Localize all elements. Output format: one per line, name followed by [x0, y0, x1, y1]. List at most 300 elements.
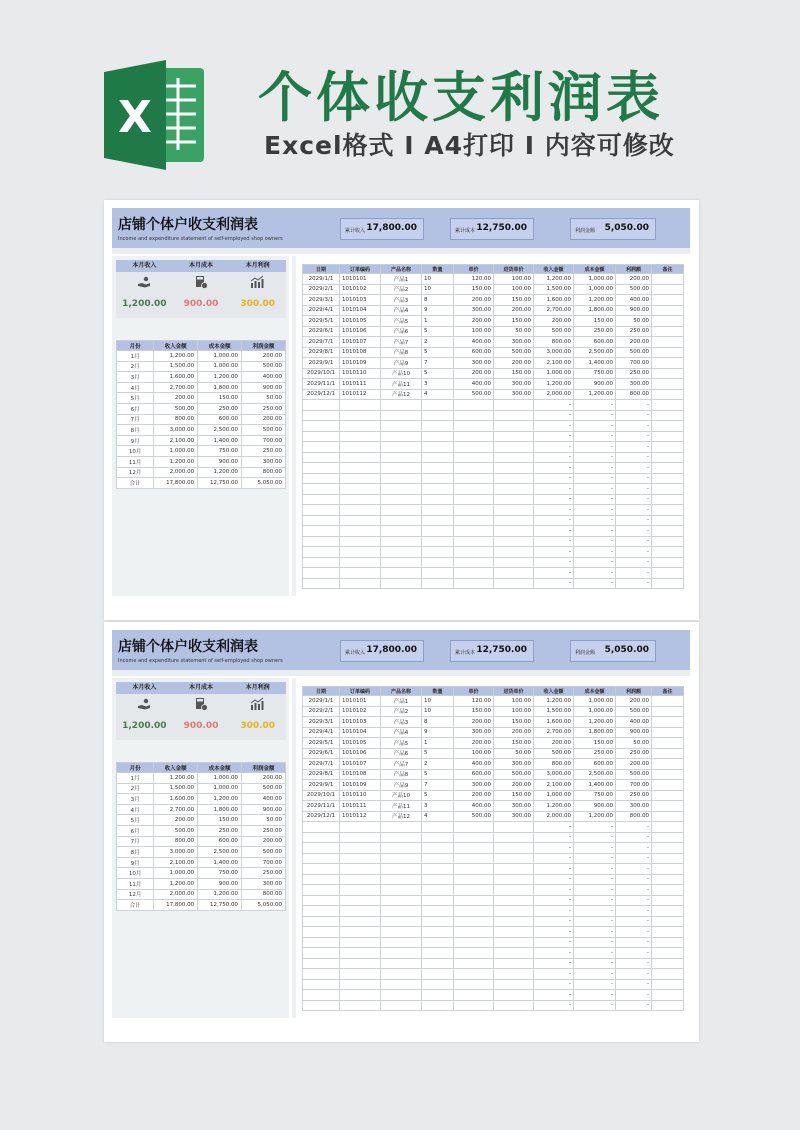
detail-cell[interactable] [422, 843, 454, 854]
detail-cell[interactable]: 产品2 [381, 284, 422, 295]
detail-cell[interactable]: 1010111 [340, 801, 381, 812]
detail-cell[interactable]: - [534, 505, 574, 516]
detail-cell[interactable] [303, 568, 340, 579]
detail-cell[interactable]: 2 [422, 337, 454, 348]
detail-cell[interactable] [303, 822, 340, 833]
detail-cell[interactable]: 800.00 [534, 759, 574, 770]
detail-cell[interactable]: 产品5 [381, 738, 422, 749]
detail-cell[interactable] [454, 948, 494, 959]
detail-cell[interactable]: 100.00 [454, 748, 494, 759]
monthly-cell[interactable]: 5月 [117, 393, 154, 404]
detail-cell[interactable] [652, 738, 684, 749]
detail-cell[interactable]: 150.00 [494, 295, 534, 306]
monthly-cell[interactable]: 2,700.00 [154, 804, 198, 815]
detail-cell[interactable]: 700.00 [616, 780, 652, 791]
monthly-cell[interactable]: 1,000.00 [198, 783, 242, 794]
monthly-cell[interactable]: 10月 [117, 446, 154, 457]
detail-cell[interactable]: - [616, 431, 652, 442]
detail-cell[interactable] [494, 557, 534, 568]
detail-cell[interactable] [340, 494, 381, 505]
detail-cell[interactable] [494, 864, 534, 875]
monthly-cell[interactable]: 2,000.00 [154, 889, 198, 900]
detail-cell[interactable] [454, 557, 494, 568]
detail-cell[interactable]: - [534, 832, 574, 843]
monthly-cell[interactable]: 8月 [117, 425, 154, 436]
detail-cell[interactable]: 1,200.00 [574, 295, 616, 306]
detail-cell[interactable] [422, 505, 454, 516]
detail-cell[interactable]: 2,500.00 [574, 347, 616, 358]
detail-cell[interactable]: - [534, 948, 574, 959]
detail-cell[interactable] [381, 421, 422, 432]
detail-cell[interactable]: 300.00 [494, 337, 534, 348]
detail-cell[interactable] [454, 937, 494, 948]
detail-cell[interactable]: 1010105 [340, 738, 381, 749]
detail-cell[interactable] [652, 568, 684, 579]
detail-cell[interactable] [652, 832, 684, 843]
detail-cell[interactable] [303, 948, 340, 959]
detail-cell[interactable] [652, 347, 684, 358]
detail-cell[interactable]: - [534, 421, 574, 432]
detail-cell[interactable] [454, 990, 494, 1001]
detail-cell[interactable]: - [574, 958, 616, 969]
detail-cell[interactable]: - [574, 473, 616, 484]
detail-cell[interactable]: 400.00 [616, 295, 652, 306]
monthly-cell[interactable]: 9月 [117, 435, 154, 446]
detail-cell[interactable] [340, 1000, 381, 1011]
detail-cell[interactable] [494, 547, 534, 558]
monthly-cell[interactable]: 50.00 [242, 815, 286, 826]
detail-cell[interactable]: - [574, 979, 616, 990]
detail-cell[interactable]: - [534, 557, 574, 568]
detail-cell[interactable]: 300.00 [454, 358, 494, 369]
detail-cell[interactable]: 产品10 [381, 368, 422, 379]
monthly-cell[interactable]: 3,000.00 [154, 847, 198, 858]
detail-cell[interactable]: 1010107 [340, 759, 381, 770]
detail-cell[interactable] [494, 958, 534, 969]
detail-cell[interactable]: 300.00 [494, 759, 534, 770]
monthly-cell[interactable]: 2,100.00 [154, 857, 198, 868]
detail-cell[interactable]: 900.00 [616, 305, 652, 316]
detail-cell[interactable]: 250.00 [616, 790, 652, 801]
detail-cell[interactable] [652, 421, 684, 432]
detail-cell[interactable]: 1010107 [340, 337, 381, 348]
detail-cell[interactable] [303, 832, 340, 843]
monthly-cell[interactable]: 1,200.00 [198, 794, 242, 805]
monthly-cell[interactable]: 1,200.00 [154, 351, 198, 362]
detail-cell[interactable] [422, 990, 454, 1001]
detail-cell[interactable] [652, 326, 684, 337]
monthly-cell[interactable]: 1,800.00 [198, 382, 242, 393]
detail-cell[interactable] [652, 937, 684, 948]
detail-cell[interactable] [494, 937, 534, 948]
detail-cell[interactable]: 500.00 [616, 769, 652, 780]
detail-cell[interactable] [652, 843, 684, 854]
monthly-cell[interactable]: 700.00 [242, 857, 286, 868]
detail-cell[interactable]: 300.00 [494, 811, 534, 822]
detail-cell[interactable]: 400.00 [454, 759, 494, 770]
detail-cell[interactable] [454, 578, 494, 589]
detail-cell[interactable]: 1,600.00 [534, 717, 574, 728]
detail-cell[interactable]: - [574, 442, 616, 453]
detail-cell[interactable] [454, 421, 494, 432]
monthly-cell[interactable]: 250.00 [198, 825, 242, 836]
detail-cell[interactable]: 1010111 [340, 379, 381, 390]
detail-cell[interactable] [340, 568, 381, 579]
detail-cell[interactable]: 500.00 [494, 769, 534, 780]
detail-cell[interactable] [303, 843, 340, 854]
detail-cell[interactable]: 1,000.00 [574, 706, 616, 717]
detail-cell[interactable] [422, 568, 454, 579]
detail-cell[interactable] [652, 526, 684, 537]
detail-cell[interactable] [652, 895, 684, 906]
detail-cell[interactable]: 1010103 [340, 295, 381, 306]
detail-cell[interactable] [303, 410, 340, 421]
detail-cell[interactable]: - [574, 885, 616, 896]
monthly-cell[interactable]: 5月 [117, 815, 154, 826]
detail-cell[interactable] [303, 874, 340, 885]
detail-cell[interactable]: 4 [422, 811, 454, 822]
detail-cell[interactable] [454, 400, 494, 411]
detail-cell[interactable] [303, 958, 340, 969]
detail-cell[interactable] [454, 969, 494, 980]
detail-cell[interactable]: 700.00 [616, 358, 652, 369]
detail-cell[interactable]: - [616, 927, 652, 938]
detail-cell[interactable]: 产品11 [381, 801, 422, 812]
detail-cell[interactable]: - [574, 536, 616, 547]
detail-cell[interactable]: 产品6 [381, 326, 422, 337]
monthly-cell[interactable]: 5,050.00 [242, 900, 286, 911]
detail-cell[interactable]: 150.00 [454, 706, 494, 717]
detail-cell[interactable]: 1010104 [340, 305, 381, 316]
monthly-cell[interactable]: 10月 [117, 868, 154, 879]
detail-cell[interactable]: 7 [422, 358, 454, 369]
detail-cell[interactable]: - [534, 431, 574, 442]
detail-cell[interactable]: 200.00 [534, 316, 574, 327]
detail-cell[interactable] [422, 536, 454, 547]
detail-cell[interactable]: 300.00 [494, 379, 534, 390]
detail-cell[interactable]: 1010102 [340, 284, 381, 295]
detail-cell[interactable]: 300.00 [454, 727, 494, 738]
detail-cell[interactable] [303, 1000, 340, 1011]
detail-cell[interactable]: - [534, 473, 574, 484]
detail-cell[interactable] [422, 452, 454, 463]
monthly-cell[interactable]: 250.00 [242, 825, 286, 836]
detail-cell[interactable]: 10 [422, 696, 454, 707]
monthly-cell[interactable]: 6月 [117, 825, 154, 836]
detail-cell[interactable]: - [534, 864, 574, 875]
detail-cell[interactable]: - [574, 505, 616, 516]
detail-cell[interactable] [303, 547, 340, 558]
detail-cell[interactable] [381, 410, 422, 421]
monthly-cell[interactable]: 2,500.00 [198, 425, 242, 436]
detail-cell[interactable] [652, 811, 684, 822]
monthly-cell[interactable]: 600.00 [198, 836, 242, 847]
detail-cell[interactable]: - [574, 410, 616, 421]
detail-cell[interactable] [381, 442, 422, 453]
monthly-cell[interactable]: 200.00 [242, 836, 286, 847]
detail-cell[interactable]: 800.00 [616, 389, 652, 400]
detail-cell[interactable] [422, 494, 454, 505]
detail-cell[interactable] [652, 727, 684, 738]
detail-cell[interactable]: 1,500.00 [534, 284, 574, 295]
monthly-cell[interactable]: 1,400.00 [198, 435, 242, 446]
detail-cell[interactable]: 产品12 [381, 389, 422, 400]
detail-cell[interactable] [422, 958, 454, 969]
detail-cell[interactable]: 1010110 [340, 790, 381, 801]
detail-cell[interactable]: 50.00 [494, 748, 534, 759]
detail-cell[interactable]: - [616, 421, 652, 432]
detail-cell[interactable]: 2029/3/1 [303, 717, 340, 728]
detail-cell[interactable] [454, 463, 494, 474]
detail-cell[interactable] [303, 421, 340, 432]
detail-cell[interactable]: - [616, 843, 652, 854]
detail-cell[interactable]: - [574, 937, 616, 948]
detail-cell[interactable]: 200.00 [616, 274, 652, 285]
detail-cell[interactable] [652, 337, 684, 348]
detail-cell[interactable]: 200.00 [534, 738, 574, 749]
detail-cell[interactable]: 10 [422, 274, 454, 285]
detail-cell[interactable] [652, 780, 684, 791]
detail-cell[interactable]: - [616, 895, 652, 906]
detail-cell[interactable]: - [534, 484, 574, 495]
detail-cell[interactable]: 300.00 [616, 801, 652, 812]
detail-cell[interactable] [454, 906, 494, 917]
detail-cell[interactable] [454, 916, 494, 927]
detail-cell[interactable]: 产品4 [381, 727, 422, 738]
detail-cell[interactable]: - [616, 948, 652, 959]
detail-cell[interactable] [303, 916, 340, 927]
detail-cell[interactable]: - [534, 442, 574, 453]
detail-cell[interactable] [340, 463, 381, 474]
detail-cell[interactable] [340, 843, 381, 854]
monthly-cell[interactable]: 500.00 [154, 403, 198, 414]
detail-cell[interactable]: 800.00 [616, 811, 652, 822]
monthly-cell[interactable]: 1,500.00 [154, 361, 198, 372]
detail-cell[interactable] [454, 1000, 494, 1011]
detail-cell[interactable]: 1,800.00 [574, 305, 616, 316]
monthly-cell[interactable]: 11月 [117, 878, 154, 889]
detail-cell[interactable] [340, 853, 381, 864]
detail-cell[interactable]: 200.00 [494, 727, 534, 738]
detail-cell[interactable]: 2,500.00 [574, 769, 616, 780]
detail-cell[interactable]: 2029/6/1 [303, 326, 340, 337]
detail-cell[interactable]: - [534, 906, 574, 917]
detail-cell[interactable]: 200.00 [494, 780, 534, 791]
monthly-cell[interactable]: 17,800.00 [154, 478, 198, 489]
detail-cell[interactable]: - [534, 958, 574, 969]
detail-cell[interactable]: - [534, 452, 574, 463]
detail-cell[interactable]: 1010110 [340, 368, 381, 379]
detail-cell[interactable]: 2029/7/1 [303, 759, 340, 770]
detail-cell[interactable] [454, 536, 494, 547]
monthly-cell[interactable]: 500.00 [154, 825, 198, 836]
detail-cell[interactable]: 500.00 [616, 347, 652, 358]
detail-cell[interactable]: 产品7 [381, 759, 422, 770]
detail-cell[interactable]: 1010104 [340, 727, 381, 738]
detail-cell[interactable]: 750.00 [574, 790, 616, 801]
detail-cell[interactable]: 1010101 [340, 696, 381, 707]
detail-cell[interactable]: 200.00 [616, 337, 652, 348]
detail-cell[interactable]: 1,000.00 [534, 368, 574, 379]
detail-cell[interactable] [454, 874, 494, 885]
detail-cell[interactable]: 100.00 [494, 284, 534, 295]
monthly-cell[interactable]: 3月 [117, 372, 154, 383]
detail-cell[interactable]: 1,000.00 [574, 696, 616, 707]
monthly-cell[interactable]: 1,000.00 [198, 351, 242, 362]
detail-cell[interactable] [494, 906, 534, 917]
detail-cell[interactable] [303, 927, 340, 938]
detail-cell[interactable]: 1010106 [340, 748, 381, 759]
detail-cell[interactable] [494, 843, 534, 854]
detail-cell[interactable] [422, 421, 454, 432]
detail-cell[interactable]: 2029/8/1 [303, 769, 340, 780]
detail-cell[interactable] [340, 990, 381, 1001]
detail-cell[interactable]: 2029/11/1 [303, 379, 340, 390]
detail-cell[interactable]: 2,100.00 [534, 358, 574, 369]
monthly-cell[interactable]: 1,200.00 [198, 889, 242, 900]
detail-cell[interactable] [494, 568, 534, 579]
detail-cell[interactable]: 200.00 [454, 368, 494, 379]
detail-cell[interactable]: 产品5 [381, 316, 422, 327]
monthly-cell[interactable]: 700.00 [242, 435, 286, 446]
detail-cell[interactable] [303, 979, 340, 990]
detail-cell[interactable]: - [574, 822, 616, 833]
detail-cell[interactable] [422, 937, 454, 948]
detail-cell[interactable] [494, 421, 534, 432]
detail-cell[interactable]: 2029/12/1 [303, 811, 340, 822]
detail-cell[interactable]: - [534, 895, 574, 906]
detail-cell[interactable] [381, 515, 422, 526]
detail-cell[interactable] [340, 473, 381, 484]
monthly-cell[interactable]: 12月 [117, 467, 154, 478]
detail-cell[interactable] [652, 578, 684, 589]
monthly-cell[interactable]: 200.00 [242, 773, 286, 784]
detail-cell[interactable]: 1010103 [340, 717, 381, 728]
monthly-cell[interactable]: 500.00 [242, 847, 286, 858]
detail-cell[interactable] [381, 505, 422, 516]
detail-cell[interactable] [303, 400, 340, 411]
detail-cell[interactable]: - [616, 442, 652, 453]
detail-cell[interactable]: 50.00 [616, 738, 652, 749]
detail-cell[interactable] [340, 431, 381, 442]
detail-cell[interactable] [652, 494, 684, 505]
detail-cell[interactable] [340, 864, 381, 875]
detail-cell[interactable]: 1010106 [340, 326, 381, 337]
detail-cell[interactable]: 250.00 [616, 748, 652, 759]
detail-cell[interactable] [652, 379, 684, 390]
detail-cell[interactable]: - [574, 452, 616, 463]
detail-cell[interactable]: 300.00 [494, 801, 534, 812]
monthly-cell[interactable]: 1月 [117, 773, 154, 784]
monthly-cell[interactable]: 900.00 [242, 382, 286, 393]
detail-cell[interactable]: 2029/2/1 [303, 284, 340, 295]
detail-cell[interactable]: - [534, 536, 574, 547]
detail-cell[interactable]: 400.00 [616, 717, 652, 728]
monthly-cell[interactable]: 5,050.00 [242, 478, 286, 489]
detail-cell[interactable]: - [616, 885, 652, 896]
monthly-cell[interactable]: 900.00 [242, 804, 286, 815]
detail-cell[interactable]: 100.00 [454, 326, 494, 337]
detail-cell[interactable] [381, 557, 422, 568]
monthly-cell[interactable]: 500.00 [242, 361, 286, 372]
detail-cell[interactable] [381, 578, 422, 589]
detail-cell[interactable] [652, 463, 684, 474]
detail-cell[interactable] [652, 990, 684, 1001]
detail-cell[interactable]: 2029/4/1 [303, 727, 340, 738]
detail-cell[interactable] [652, 769, 684, 780]
monthly-cell[interactable]: 500.00 [242, 783, 286, 794]
detail-cell[interactable] [652, 305, 684, 316]
detail-cell[interactable]: 1,200.00 [534, 379, 574, 390]
detail-cell[interactable]: 150.00 [574, 316, 616, 327]
detail-cell[interactable] [340, 927, 381, 938]
detail-cell[interactable] [494, 979, 534, 990]
detail-cell[interactable] [340, 452, 381, 463]
monthly-cell[interactable]: 1,200.00 [198, 467, 242, 478]
detail-cell[interactable] [454, 895, 494, 906]
monthly-cell[interactable]: 1,200.00 [154, 773, 198, 784]
monthly-cell[interactable]: 300.00 [242, 878, 286, 889]
detail-cell[interactable]: 2029/9/1 [303, 358, 340, 369]
detail-cell[interactable] [652, 284, 684, 295]
monthly-cell[interactable]: 12,750.00 [198, 900, 242, 911]
detail-cell[interactable] [422, 473, 454, 484]
detail-cell[interactable]: 2029/7/1 [303, 337, 340, 348]
detail-cell[interactable]: 500.00 [534, 326, 574, 337]
detail-cell[interactable] [652, 906, 684, 917]
detail-cell[interactable] [422, 832, 454, 843]
detail-cell[interactable] [340, 832, 381, 843]
detail-cell[interactable] [652, 295, 684, 306]
detail-cell[interactable]: 2029/10/1 [303, 790, 340, 801]
detail-cell[interactable] [422, 979, 454, 990]
detail-cell[interactable] [340, 547, 381, 558]
detail-cell[interactable]: - [534, 515, 574, 526]
detail-cell[interactable]: 1010109 [340, 780, 381, 791]
detail-cell[interactable] [422, 442, 454, 453]
detail-cell[interactable] [422, 431, 454, 442]
detail-cell[interactable] [303, 578, 340, 589]
detail-cell[interactable] [494, 916, 534, 927]
detail-cell[interactable]: 1010112 [340, 811, 381, 822]
detail-cell[interactable]: 2029/6/1 [303, 748, 340, 759]
detail-cell[interactable]: 900.00 [616, 727, 652, 738]
detail-cell[interactable] [652, 484, 684, 495]
detail-cell[interactable]: - [616, 906, 652, 917]
detail-cell[interactable]: - [534, 400, 574, 411]
detail-cell[interactable]: 800.00 [534, 337, 574, 348]
detail-cell[interactable] [652, 410, 684, 421]
detail-cell[interactable]: 2029/8/1 [303, 347, 340, 358]
detail-cell[interactable]: - [616, 452, 652, 463]
detail-cell[interactable] [381, 463, 422, 474]
detail-cell[interactable] [652, 790, 684, 801]
detail-cell[interactable] [652, 717, 684, 728]
detail-cell[interactable] [652, 853, 684, 864]
detail-cell[interactable]: - [574, 568, 616, 579]
detail-cell[interactable] [652, 969, 684, 980]
detail-cell[interactable] [381, 937, 422, 948]
detail-cell[interactable]: 150.00 [454, 284, 494, 295]
detail-cell[interactable]: 900.00 [574, 801, 616, 812]
detail-cell[interactable] [422, 557, 454, 568]
detail-cell[interactable]: - [574, 1000, 616, 1011]
detail-cell[interactable] [494, 969, 534, 980]
detail-cell[interactable]: 50.00 [494, 326, 534, 337]
detail-cell[interactable]: 产品9 [381, 780, 422, 791]
detail-cell[interactable] [340, 979, 381, 990]
detail-cell[interactable] [494, 927, 534, 938]
